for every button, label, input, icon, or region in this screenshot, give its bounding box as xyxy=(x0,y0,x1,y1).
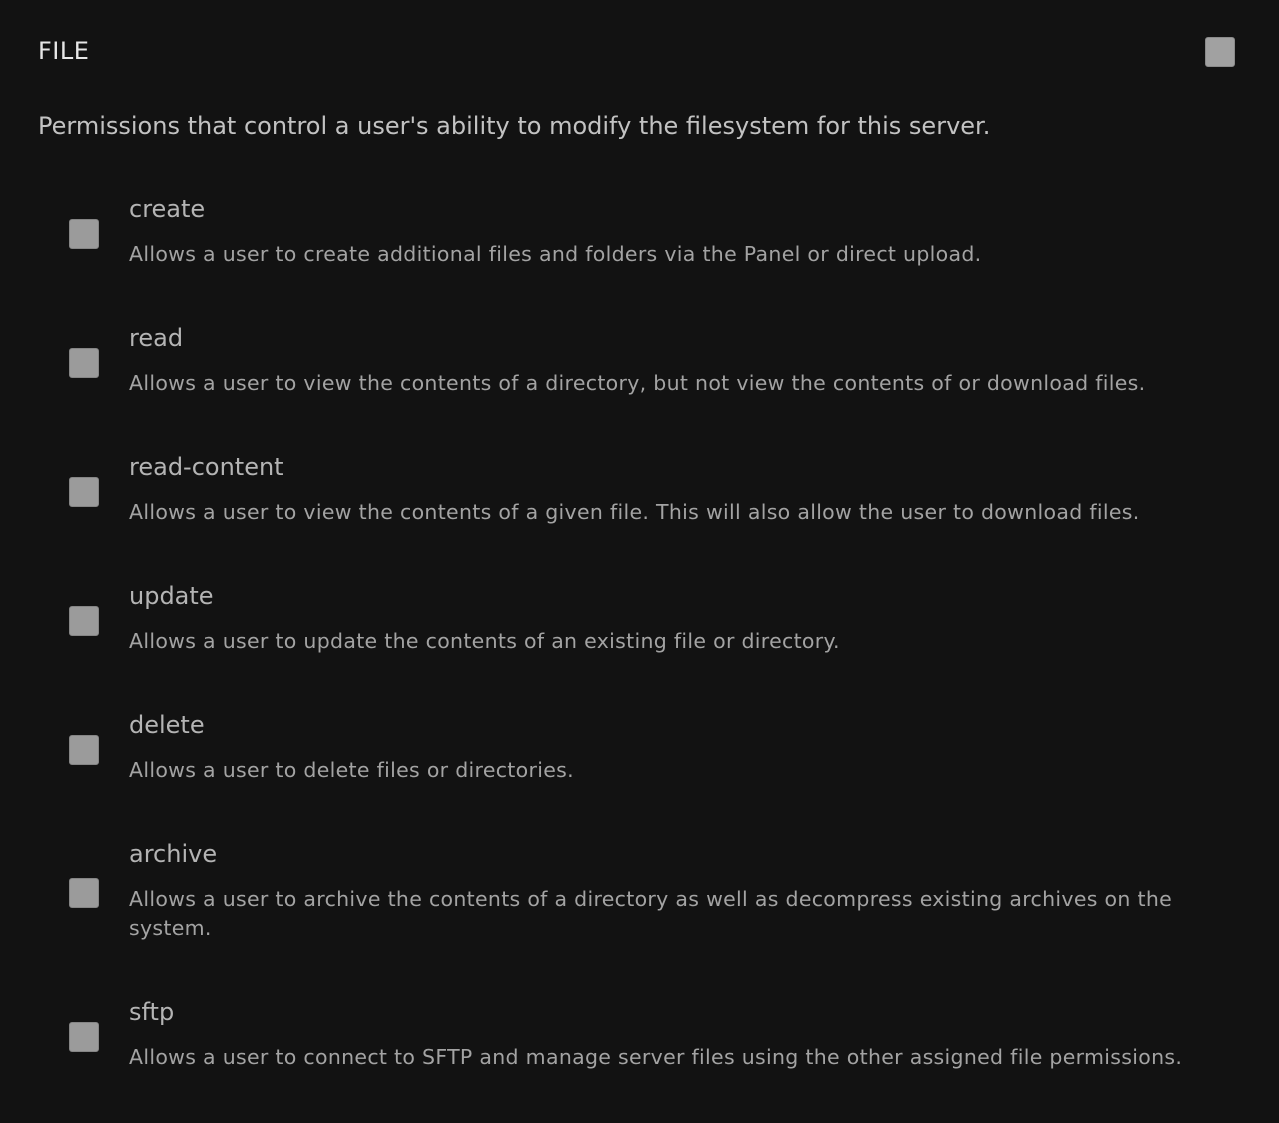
permission-name: create xyxy=(129,195,206,223)
permission-name: sftp xyxy=(129,998,175,1026)
permission-name: read-content xyxy=(129,453,284,481)
permission-name: archive xyxy=(129,840,218,868)
read-checkbox[interactable] xyxy=(69,348,99,378)
create-checkbox[interactable] xyxy=(69,219,99,249)
permission-name: delete xyxy=(129,711,205,739)
delete-checkbox[interactable] xyxy=(69,735,99,765)
permission-description: Allows a user to view the contents of a directory, but not view the contents of or download files. xyxy=(129,371,1146,395)
permission-description: Allows a user to connect to SFTP and manage server files using the other assigned file permissions. xyxy=(129,1045,1183,1069)
read-content-checkbox[interactable] xyxy=(69,477,99,507)
section-description: Permissions that control a user's ability to modify the filesystem for this server. xyxy=(38,112,991,140)
permission-description: Allows a user to archive the contents of a directory as well as decompress existing archives on the system. xyxy=(129,887,1173,940)
section-title: FILE xyxy=(38,37,90,65)
permission-name: update xyxy=(129,582,214,610)
permission-description: Allows a user to view the contents of a given file. This will also allow the user to download files. xyxy=(129,500,1140,524)
update-checkbox[interactable] xyxy=(69,606,99,636)
permission-name: read xyxy=(129,324,184,352)
permission-description: Allows a user to update the contents of an existing file or directory. xyxy=(129,629,840,653)
permission-description: Allows a user to create additional files and folders via the Panel or direct upload. xyxy=(129,242,982,266)
sftp-checkbox[interactable] xyxy=(69,1022,99,1052)
permission-description: Allows a user to delete files or directories. xyxy=(129,758,574,782)
select-all-checkbox[interactable] xyxy=(1205,37,1235,67)
archive-checkbox[interactable] xyxy=(69,878,99,908)
